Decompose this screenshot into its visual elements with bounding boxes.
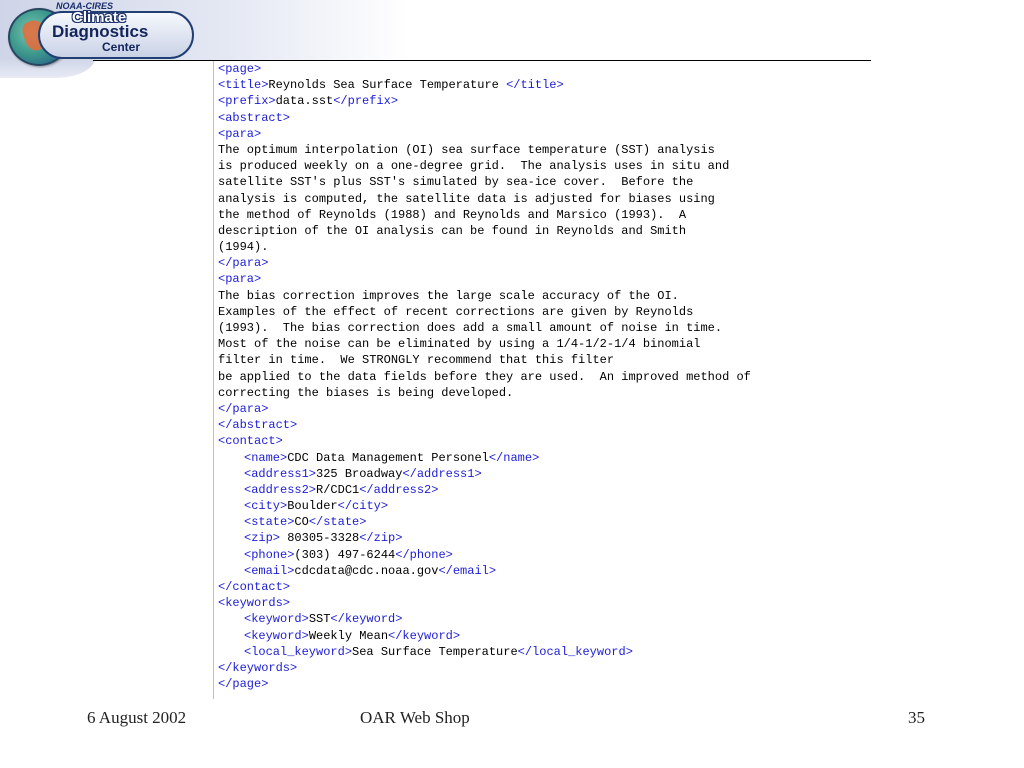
xml-text: 325 Broadway [316,466,403,481]
logo-noaa-cires: NOAA-CIRES [56,1,114,11]
code-line [218,450,751,466]
xml-tag: <address2> [244,482,317,497]
code-line [218,77,751,93]
footer-title: OAR Web Shop [360,708,470,727]
xml-tag: <abstract> [218,110,291,125]
xml-tag: <contact> [218,434,283,449]
xml-tag: <para> [218,272,262,287]
logo-line-center: Center [102,40,141,54]
footer-page-number: 35 [908,708,925,727]
code-line [218,563,751,579]
xml-tag: <city> [244,499,288,514]
code-line [218,93,751,109]
code-line [218,628,751,644]
code-line [218,547,751,563]
xml-tag: </title> [506,78,564,93]
code-line [218,644,751,660]
xml-tag: </page> [218,677,269,692]
code-line [218,304,751,320]
xml-text: CO [294,515,309,530]
code-line [218,191,751,207]
xml-text: Weekly Mean [308,628,389,643]
xml-text: is produced weekly on a one-degree grid. The analysis uses in situ and [218,159,730,174]
code-left-border [213,61,214,699]
xml-tag: </zip> [359,531,403,546]
xml-tag: <prefix> [218,94,276,109]
code-line [218,530,751,546]
code-line [218,142,751,158]
code-line [218,158,751,174]
xml-tag: </city> [337,499,389,514]
xml-tag: <keyword> [244,612,309,627]
code-line [218,385,751,401]
code-line [218,239,751,255]
xml-tag: </state> [308,515,367,530]
xml-tag: <state> [244,515,295,530]
xml-tag: </keyword> [388,628,461,643]
code-line [218,336,751,352]
xml-text: (1993). The bias correction does add a small amount of noise in time. [218,321,723,335]
xml-tag: <zip> [244,531,281,546]
xml-tag: </keywords> [218,660,298,675]
code-line [218,320,751,336]
logo-line-diagnostics: Diagnostics [52,22,149,41]
code-line [218,498,751,514]
xml-tag: </address2> [359,482,439,497]
xml-tag: </phone> [395,547,453,562]
code-line [218,352,751,368]
xml-tag: </local_keyword> [517,644,633,659]
code-line [218,110,751,126]
xml-text: The bias correction improves the large scale accuracy of the OI. [218,288,679,303]
xml-text: analysis is computed, the satellite data is adjusted for biases using [218,191,715,206]
xml-tag: </email> [438,563,497,578]
code-line [218,271,751,287]
code-line [218,611,751,627]
xml-code-listing [218,61,751,692]
xml-tag: <address1> [244,466,317,481]
code-line [218,255,751,271]
xml-text: Reynolds Sea Surface Temperature [268,78,507,93]
xml-text: SST [308,612,331,627]
code-line [218,126,751,142]
xml-tag: <email> [244,563,295,578]
xml-tag: <name> [244,450,288,465]
xml-tag: </name> [488,450,540,465]
xml-tag: <para> [218,126,262,141]
xml-text: data.sst [275,94,334,109]
logo-line-climate: Climate [72,9,127,26]
xml-text: satellite SST's plus SST's simulated by sea-ice cover. Before the [218,175,694,190]
code-line [218,61,751,77]
code-line [218,223,751,239]
xml-text: description of the OI analysis can be found in Reynolds and Smith [218,223,687,238]
cdc-logo [6,0,196,68]
xml-text: (1994). [218,240,269,255]
xml-tag: </para> [218,401,269,416]
code-line [218,482,751,498]
xml-text: CDC Data Management Personel [287,450,489,465]
code-line [218,514,751,530]
xml-text: be applied to the data fields before they are used. An improved method of [218,369,751,384]
code-line [218,369,751,385]
xml-tag: <keywords> [218,596,291,611]
xml-text: the method of Reynolds (1988) and Reynolds and Marsico (1993). A [218,207,687,222]
xml-text: Examples of the effect of recent corrections are given by Reynolds [218,304,694,319]
xml-tag: </keyword> [330,612,403,627]
code-line [218,174,751,190]
xml-tag: </address1> [402,466,482,481]
code-line [218,466,751,482]
xml-tag: <local_keyword> [244,644,353,659]
xml-text: Sea Surface Temperature [352,644,518,659]
xml-tag: </abstract> [218,418,298,433]
xml-text: filter in time. We STRONGLY recommend that this filter [218,353,615,368]
code-line [218,417,751,433]
code-line [218,207,751,223]
code-line [218,595,751,611]
code-line [218,433,751,449]
xml-text: 80305-3328 [280,531,360,546]
xml-text: Most of the noise can be eliminated by using a 1/4-1/2-1/4 binomial [218,337,701,352]
xml-text: The optimum interpolation (OI) sea surface temperature (SST) analysis [218,142,715,157]
code-line [218,401,751,417]
xml-tag: <title> [218,78,269,93]
code-line [218,660,751,676]
xml-tag: <phone> [244,547,295,562]
xml-tag: </prefix> [333,94,399,109]
xml-text: R/CDC1 [316,482,360,497]
xml-text: Boulder [287,499,338,514]
xml-tag: <page> [218,62,262,76]
code-line [218,579,751,595]
code-line [218,676,751,692]
code-line [218,288,751,304]
xml-text: correcting the biases is being developed. [218,385,514,400]
xml-text: cdcdata@cdc.noaa.gov [294,563,439,578]
xml-tag: </para> [218,256,269,271]
xml-tag: </contact> [218,580,291,594]
xml-text: (303) 497-6244 [294,547,396,562]
xml-tag: <keyword> [244,628,309,643]
footer-date: 6 August 2002 [87,708,187,727]
